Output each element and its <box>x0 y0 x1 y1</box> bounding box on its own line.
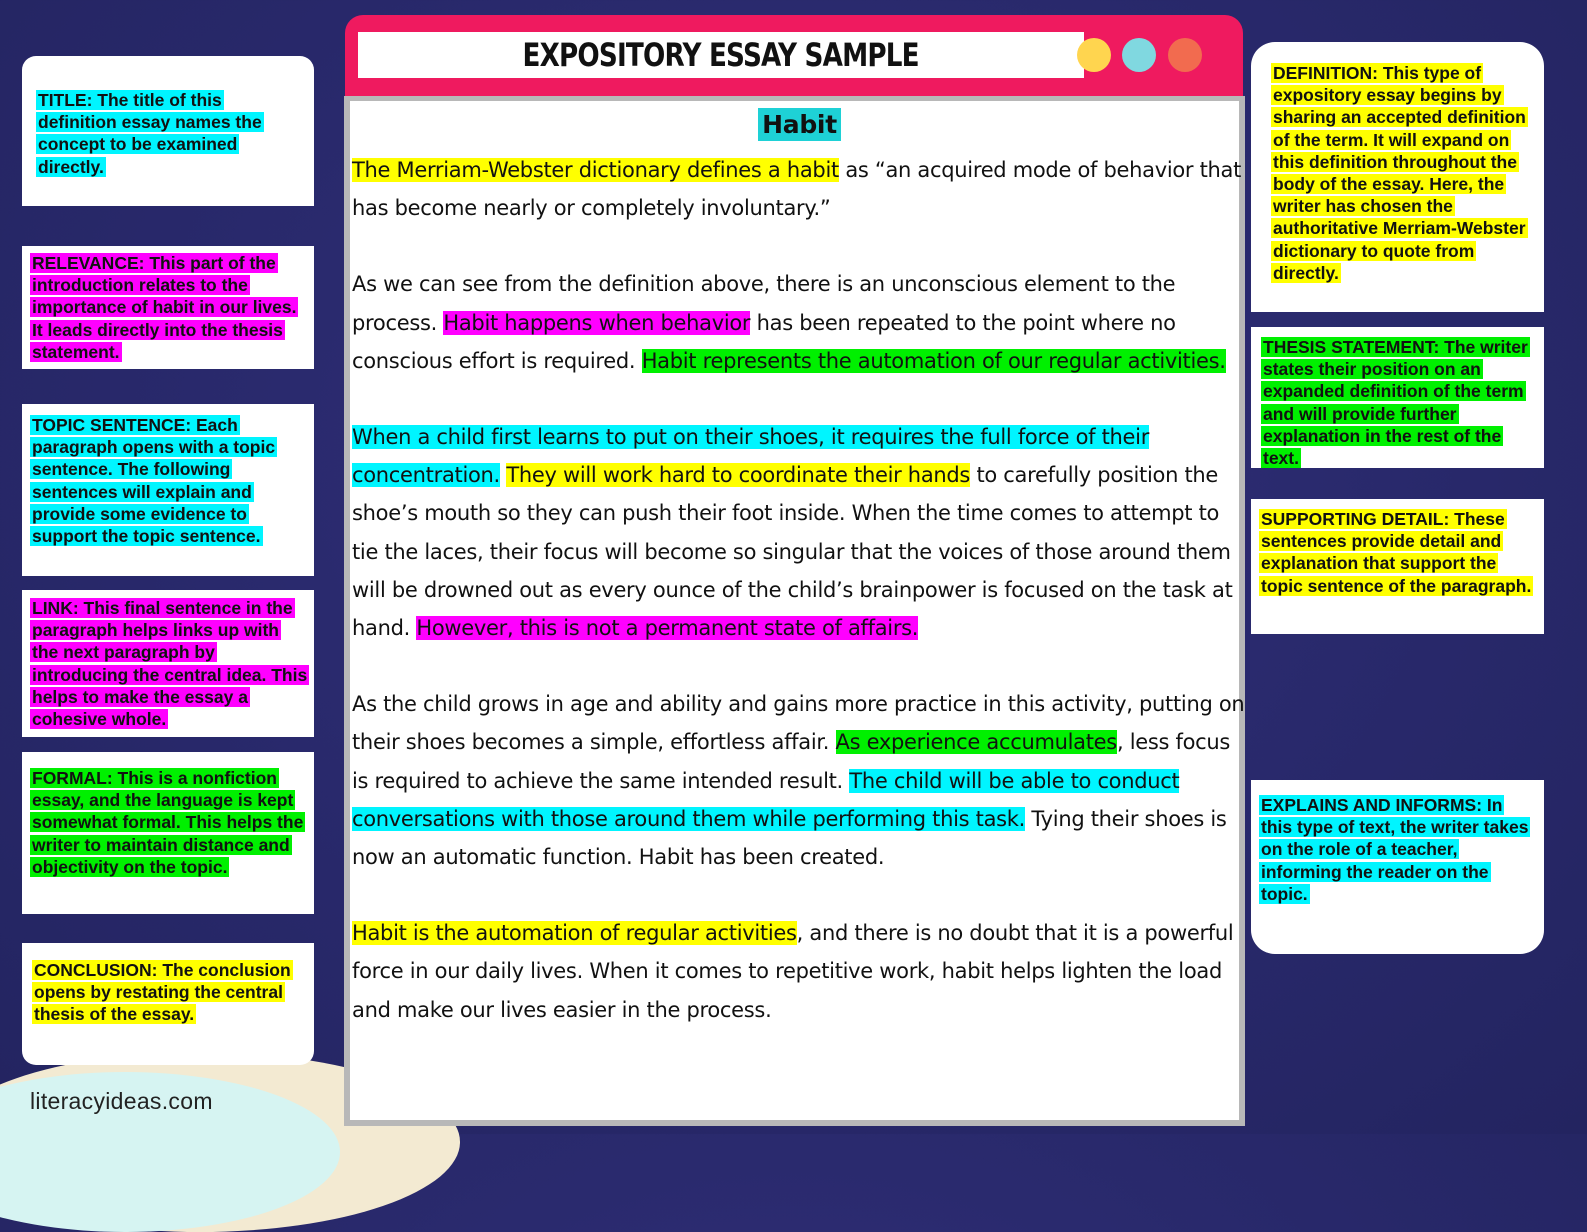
note-relevance-text: RELEVANCE: This part of the introduction relates to the importance of habit in our lives. It leads directly into the thesis statement. <box>32 253 297 362</box>
essay-text: as “an acquired mode of behavior that has become nearly or completely involuntary.” <box>352 158 1242 221</box>
highlighted-text: However, this is not a permanent state of affairs. <box>416 616 919 641</box>
highlighted-text: Habit is the automation of regular activities <box>352 921 797 946</box>
essay-content <box>352 105 1247 1067</box>
note-explains-and-informs <box>1251 780 1544 954</box>
note-topic-sentence-text: TOPIC SENTENCE: Each paragraph opens with a topic sentence. The following sentences will explain and provide some evidence to support the topic sentence. <box>32 415 276 547</box>
highlighted-text: Habit happens when behavior <box>443 310 751 335</box>
highlighted-text: When a child first learns to put on their shoes, it requires the full force of their concentration. <box>352 425 1150 488</box>
window-dot-orange <box>1168 38 1202 72</box>
essay-paragraph <box>352 265 1247 380</box>
note-title-text: TITLE: The title of this definition essay names the concept to be examined directly. <box>38 90 262 177</box>
essay-text: to carefully position the shoe’s mouth so they can push their foot inside. When the time comes to attempt to tie the laces, their focus will become so singular that the voices of those around them will be drowned out as every ounce of the child’s brainpower is focused on the task at hand. <box>352 463 1233 641</box>
essay-heading <box>352 105 1247 151</box>
note-topic-sentence <box>22 404 314 576</box>
window-dot-cyan <box>1122 38 1156 72</box>
essay-paragraph <box>352 685 1247 876</box>
note-link <box>22 590 314 737</box>
highlighted-text: They will work hard to coordinate their hands <box>506 463 971 488</box>
essay-text: As the child grows in age and ability and gains more practice in this activity, putting on their shoes becomes a simple, effortless affair. <box>352 692 1245 755</box>
highlighted-text: The Merriam-Webster dictionary defines a habit <box>352 158 839 182</box>
highlighted-text: The child will be able to conduct conversations with those around them while performing this task. <box>352 768 1180 831</box>
note-supporting-detail <box>1251 499 1544 634</box>
page-title: EXPOSITORY ESSAY SAMPLE <box>522 36 920 74</box>
note-formal <box>22 752 314 914</box>
essay-text: , less focus is required to achieve the same intended result. <box>352 730 1231 793</box>
note-definition <box>1251 42 1544 312</box>
title-bar <box>358 32 1084 78</box>
note-relevance <box>22 246 314 369</box>
footer-site: literacyideas.com <box>30 1088 213 1114</box>
note-supporting-detail-text: SUPPORTING DETAIL: These sentences provide detail and explanation that support the topic sentence of the paragraph. <box>1261 509 1532 596</box>
essay-heading-text: Habit <box>758 108 841 141</box>
essay-paragraph <box>352 151 1247 227</box>
essay-text: has been repeated to the point where no conscious effort is required. <box>352 310 1176 373</box>
note-formal-text: FORMAL: This is a nonfiction essay, and the language is kept somewhat formal. This helps the writer to maintain distance and objectivity on the topic. <box>32 768 304 877</box>
essay-text: , and there is no doubt that it is a powerful force in our daily lives. When it comes to repetitive work, habit helps lighten the load and make our lives easier in the process. <box>352 921 1234 1022</box>
note-conclusion-text: CONCLUSION: The conclusion opens by restating the central thesis of the essay. <box>34 960 291 1025</box>
note-conclusion <box>22 943 314 1065</box>
essay-text: Tying their shoes is now an automatic function. Habit has been created. <box>352 806 1227 870</box>
note-explains-and-informs-text: EXPLAINS AND INFORMS: In this type of text, the writer takes on the role of a teacher, informing the reader on the topic. <box>1261 795 1529 904</box>
essay-paragraph <box>352 914 1247 1029</box>
note-thesis-statement-text: THESIS STATEMENT: The writer states their position on an expanded definition of the term and will provide further explanation in the rest of the text. <box>1263 337 1528 469</box>
essay-paragraphs <box>352 151 1247 1029</box>
essay-text: As we can see from the definition above, there is an unconscious element to the process. <box>352 272 1176 335</box>
note-title <box>22 56 314 206</box>
note-link-text: LINK: This final sentence in the paragraph helps links up with the next paragraph by introducing the central idea. This helps to make the essay a cohesive whole. <box>32 598 308 730</box>
note-definition-text: DEFINITION: This type of expository essay begins by sharing an accepted definition of the term. It will expand on this definition throughout the body of the essay. Here, the writer has chosen the authoritative Merriam-Webster dictionary to quote from directly. <box>1273 63 1526 283</box>
essay-paragraph <box>352 418 1247 647</box>
highlighted-text: As experience accumulates <box>835 730 1117 755</box>
highlighted-text: Habit represents the automation of our regular activities. <box>641 348 1226 373</box>
note-thesis-statement <box>1251 327 1544 468</box>
window-dot-yellow <box>1077 38 1111 72</box>
